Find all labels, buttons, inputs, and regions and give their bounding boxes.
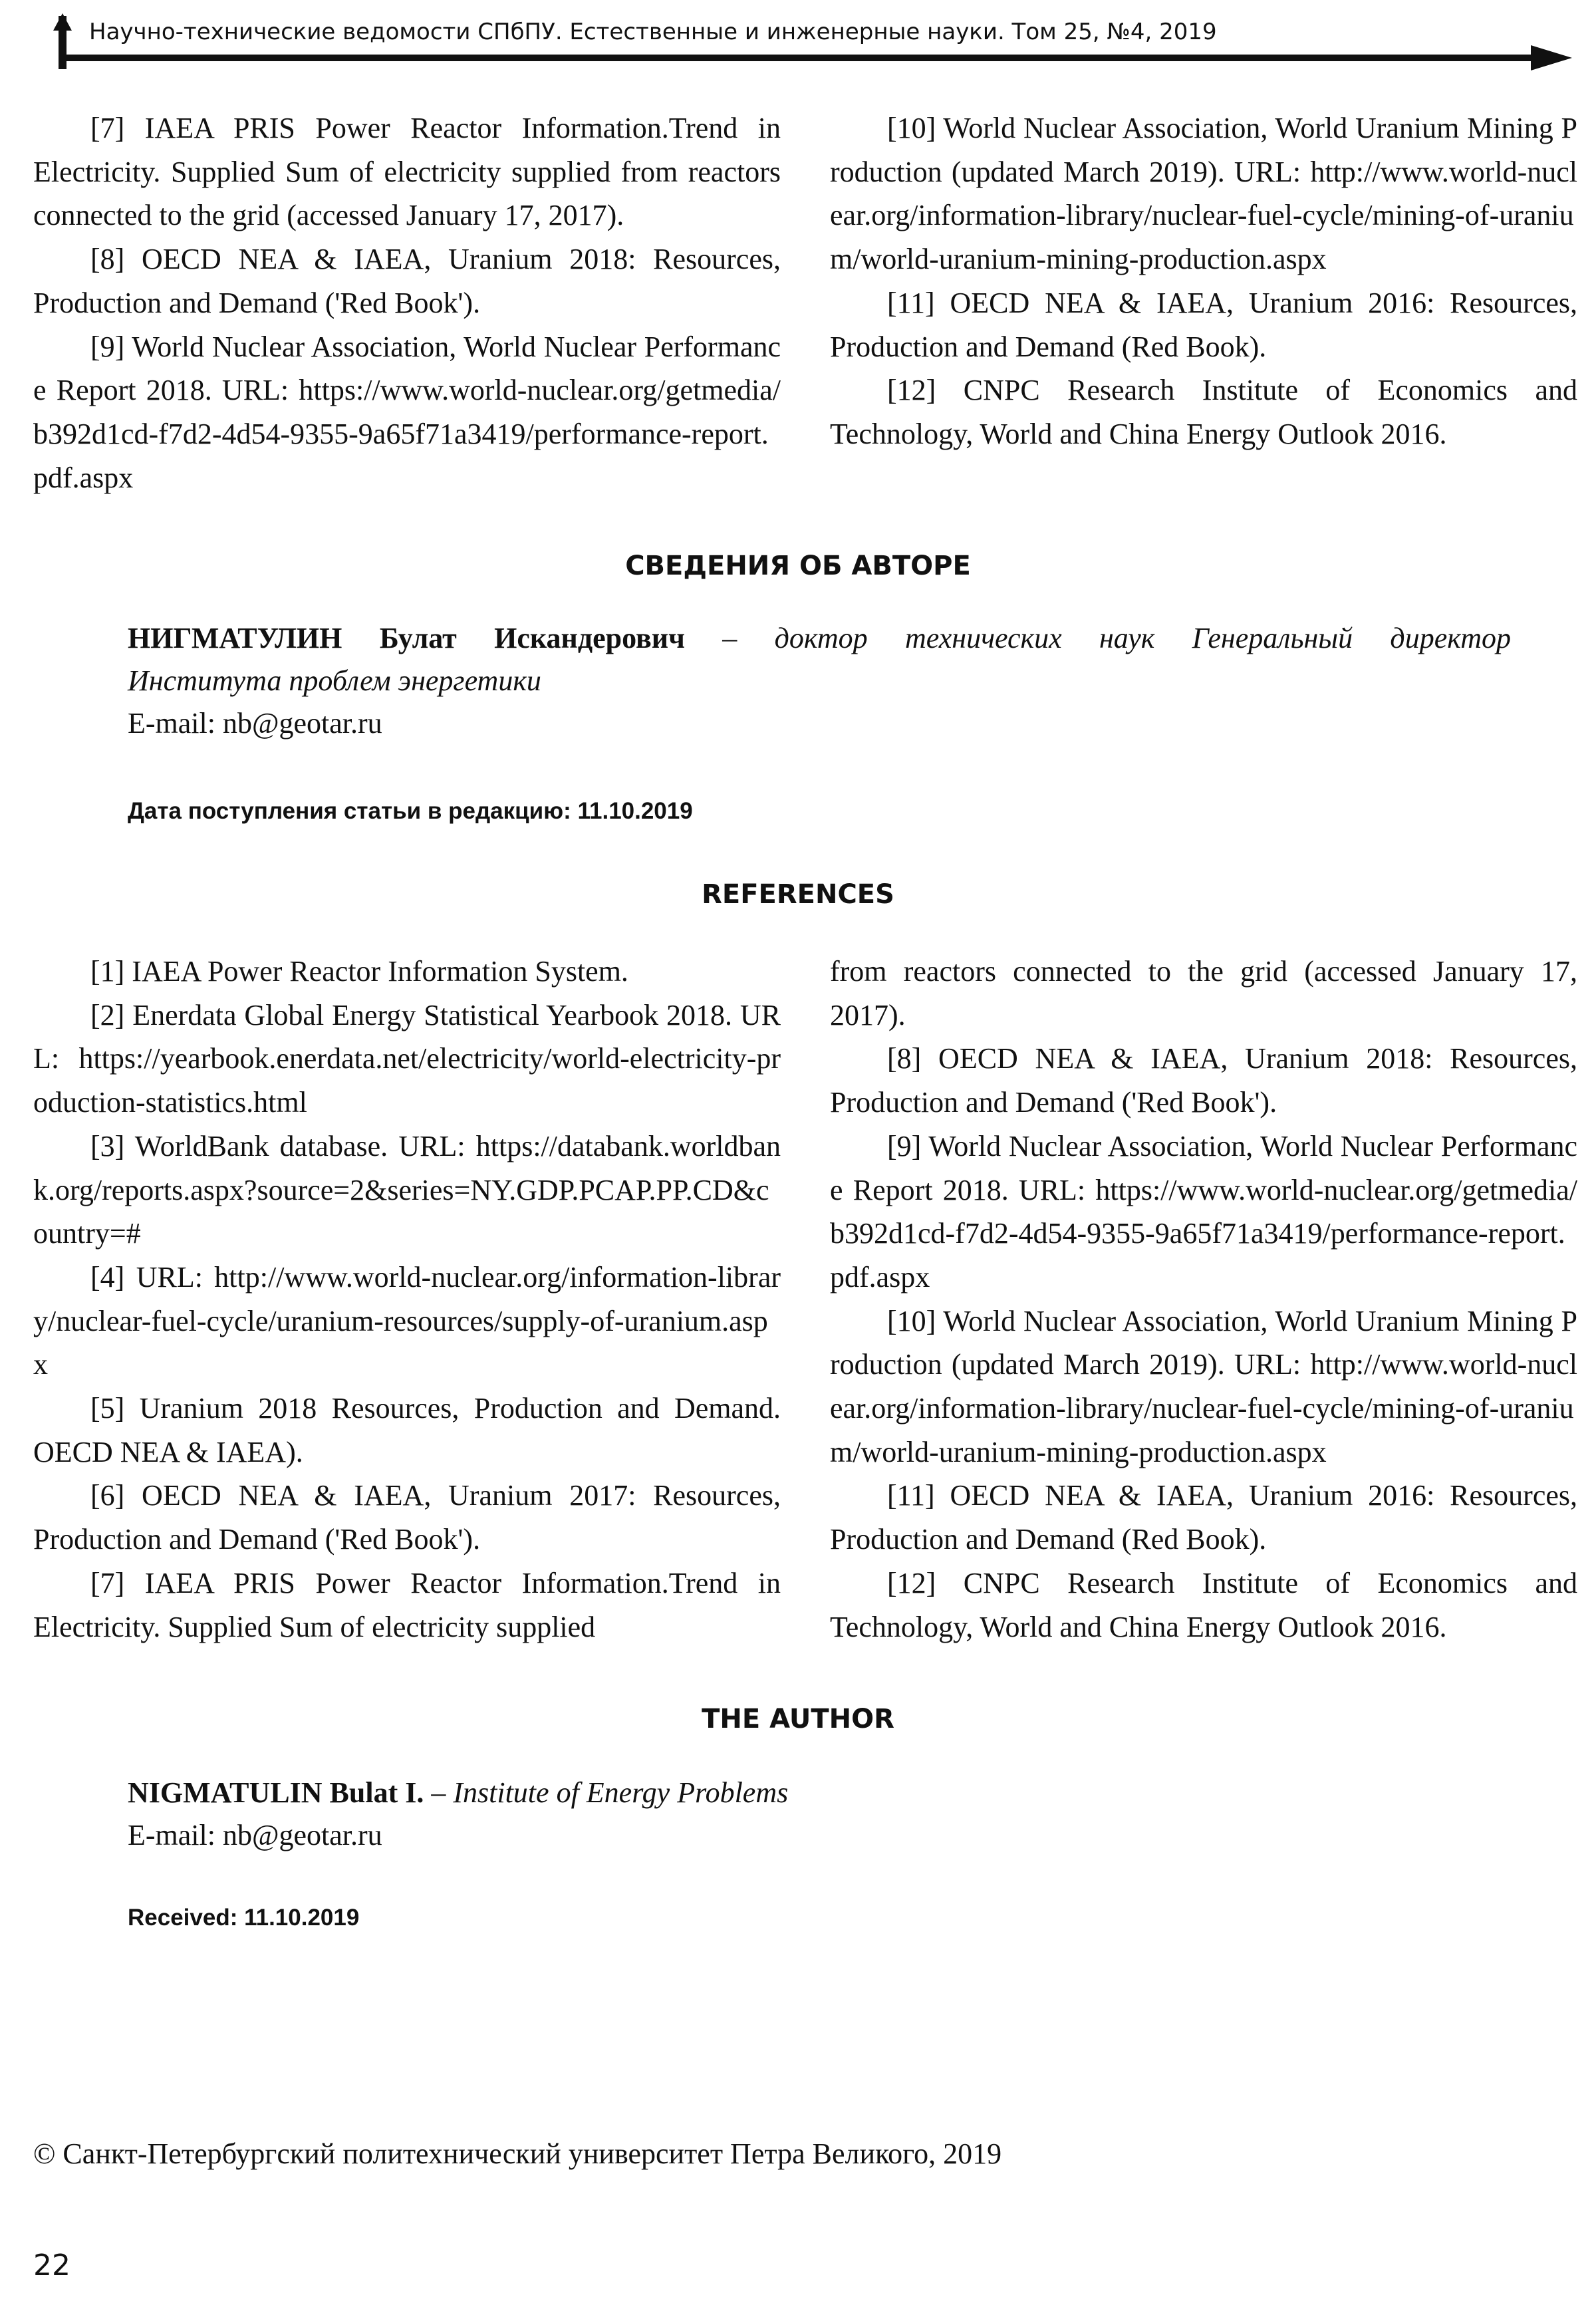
reference-item: [1] IAEA Power Reactor Information System. (90, 955, 628, 988)
reference-item: [5] Uranium 2018 Resources, Production and Demand. OECD NEA & IAEA). (33, 1392, 781, 1468)
received-date-ru: Дата поступления статьи в редакцию: 11.10.2019 (128, 798, 693, 824)
reference-item: [11] OECD NEA & IAEA, Uranium 2016: Resources, Production and Demand (Red Book). (830, 286, 1577, 363)
reference-item: [12] CNPC Research Institute of Economics and Technology, World and China Energy Outlook 2016. (830, 374, 1577, 450)
reference-item: [10] World Nuclear Association, World Uranium Mining Production (updated March 2019). URL: http://www.world-nuclear.org/information-library/nuclear-fuel-cycle/mining-of-uranium/world-uranium-mining-production.aspx (830, 1304, 1577, 1468)
author-affiliation: Института проблем энергетики (128, 664, 541, 697)
journal-title: Научно-технические ведомости СПбПУ. Естественные и инженерные науки. Том 25, №4, 2019 (89, 19, 1217, 45)
reference-item: [8] OECD NEA & IAEA, Uranium 2018: Resources, Production and Demand ('Red Book'). (830, 1042, 1577, 1119)
header-arrow-right-icon (1531, 45, 1572, 70)
references-right-column (830, 950, 1577, 1649)
top-references-left (33, 106, 781, 499)
reference-item: [8] OECD NEA & IAEA, Uranium 2018: Resources, Production and Demand ('Red Book'). (33, 243, 781, 319)
references-left-column (33, 950, 781, 1649)
author-email: E-mail: nb@geotar.ru (128, 707, 382, 740)
reference-item: [2] Enerdata Global Energy Statistical Yearbook 2018. URL: https://yearbook.enerdata.net/electricity/world-electricity-production-statistics.html (33, 998, 781, 1119)
reference-item: [7] IAEA PRIS Power Reactor Information.Trend in Electricity. Supplied Sum of electricity supplied (33, 1566, 781, 1643)
author-line (128, 617, 1511, 660)
author-name-en: NIGMATULIN Bulat I. (128, 1776, 424, 1809)
reference-item: [7] IAEA PRIS Power Reactor Information.Trend in Electricity. Supplied Sum of electricity supplied from reactors connected to the grid (accessed January 17, 2017). (33, 112, 781, 232)
header-rule (59, 55, 1535, 61)
reference-item: [6] OECD NEA & IAEA, Uranium 2017: Resources, Production and Demand ('Red Book'). (33, 1479, 781, 1556)
received-date-en: Received: 11.10.2019 (128, 1905, 360, 1931)
author-role: доктор технических наук Генеральный директор (774, 622, 1511, 654)
author-block-en (128, 1772, 1511, 1857)
author-role-en: Institute of Energy Problems (453, 1776, 789, 1809)
page-number: 22 (33, 2248, 70, 2282)
author-name: НИГМАТУЛИН Булат Искандерович (128, 622, 685, 654)
author-heading-ru: СВЕДЕНИЯ ОБ АВТОРЕ (625, 551, 971, 581)
reference-item: [3] WorldBank database. URL: https://databank.worldbank.org/reports.aspx?source=2&series=NY.GDP.PCAP.PP.CD&country=# (33, 1129, 781, 1250)
reference-item: [11] OECD NEA & IAEA, Uranium 2016: Resources, Production and Demand (Red Book). (830, 1479, 1577, 1556)
author-dash: – (684, 622, 775, 654)
running-header (41, 13, 1569, 67)
reference-item: [10] World Nuclear Association, World Uranium Mining Production (updated March 2019). URL: http://www.world-nuclear.org/information-library/nuclear-fuel-cycle/mining-of-uranium/world-uranium-mining-production.aspx (830, 112, 1577, 276)
author-block-ru (128, 617, 1511, 745)
top-references-right (830, 106, 1577, 456)
reference-item: [9] World Nuclear Association, World Nuclear Performance Report 2018. URL: https://www.world-nuclear.org/getmedia/b392d1cd-f7d2-4d54-9355-9a65f71a3419/performance-report.pdf.aspx (830, 1129, 1577, 1293)
author-heading-en: THE AUTHOR (702, 1704, 894, 1734)
header-vertical-rule (59, 16, 66, 69)
author-email-en: E-mail: nb@geotar.ru (128, 1819, 382, 1851)
reference-item: [9] World Nuclear Association, World Nuclear Performance Report 2018. URL: https://www.world-nuclear.org/getmedia/b392d1cd-f7d2-4d54-9355-9a65f71a3419/performance-report.pdf.aspx (33, 330, 781, 494)
reference-continuation: from reactors connected to the grid (accessed January 17, 2017). (830, 955, 1577, 1031)
reference-item: [4] URL: http://www.world-nuclear.org/information-library/nuclear-fuel-cycle/uranium-resources/supply-of-uranium.aspx (33, 1260, 781, 1381)
reference-item: [12] CNPC Research Institute of Economics and Technology, World and China Energy Outlook 2016. (830, 1566, 1577, 1643)
references-heading: REFERENCES (702, 879, 894, 910)
copyright-line: © Санкт-Петербургский политехнический университет Петра Великого, 2019 (33, 2137, 1002, 2170)
author-dash-en: – (424, 1776, 454, 1809)
